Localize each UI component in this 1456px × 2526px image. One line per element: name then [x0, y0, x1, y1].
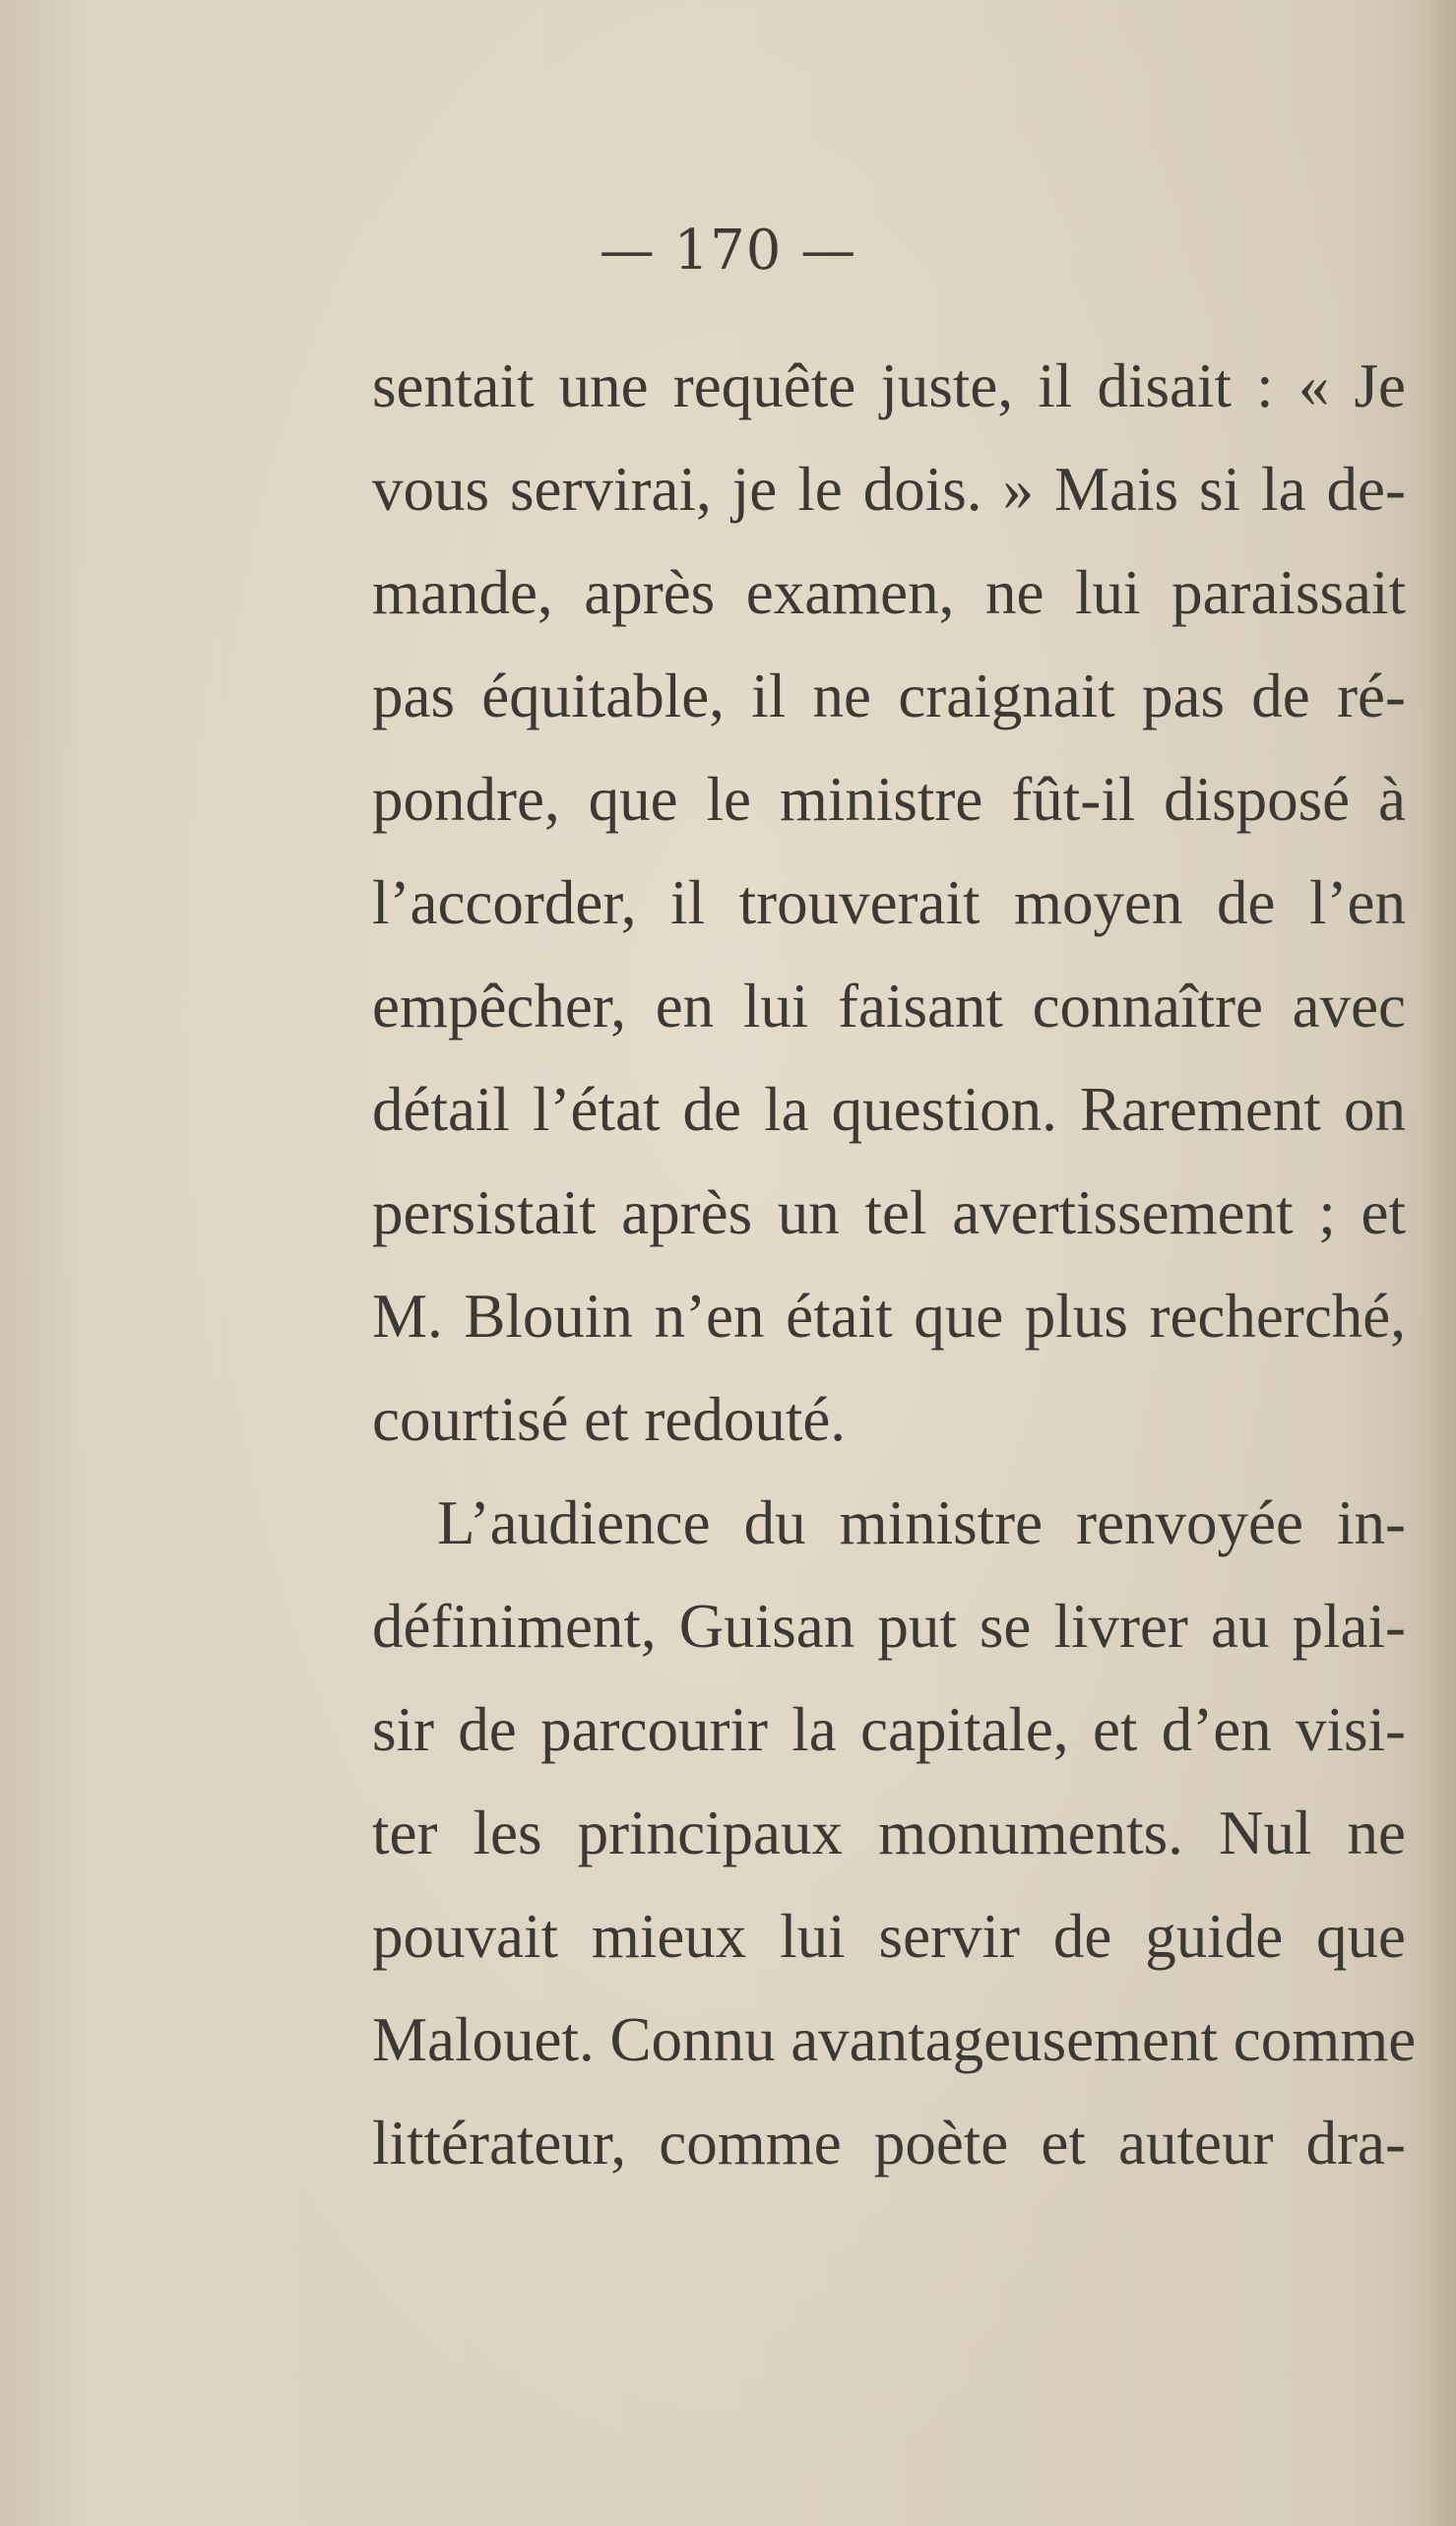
text-line: M. Blouin n’en était que plus recherché, [372, 1282, 1406, 1351]
page-number: — 170 — [599, 219, 857, 283]
text-line: sir de parcourir la capitale, et d’en visi- [372, 1695, 1406, 1764]
text-line: vous servirai, je le dois. » Mais si la de- [372, 455, 1406, 524]
text-line: Malouet. Connu avantageusement comme [372, 2005, 1417, 2074]
text-line: mande, après examen, ne lui paraissait [372, 558, 1406, 627]
text-line: l’accorder, il trouverait moyen de l’en [372, 868, 1406, 937]
text-line: persistait après un tel avertissement ; et [372, 1178, 1406, 1247]
text-line: sentait une requête juste, il disait : « Je [372, 351, 1406, 420]
text-line: pas équitable, il ne craignait pas de ré- [372, 662, 1406, 730]
text-line: ter les principaux monuments. Nul ne [372, 1799, 1406, 1867]
text-line: pouvait mieux lui servir de guide que [372, 1902, 1406, 1971]
paragraph-end-line: courtisé et redouté. [372, 1385, 847, 1454]
text-line: définiment, Guisan put se livrer au plai- [372, 1592, 1406, 1661]
paragraph-first-line: L’audience du ministre renvoyée in- [437, 1488, 1406, 1557]
page-edge-shadow [1421, 0, 1456, 2526]
text-line: détail l’état de la question. Rarement on [372, 1075, 1406, 1144]
text-line: pondre, que le ministre fût-il disposé à [372, 765, 1406, 834]
text-line: littérateur, comme poète et auteur dra- [372, 2109, 1406, 2178]
body-text [372, 335, 1417, 2195]
text-line: empêcher, en lui faisant connaître avec [372, 972, 1406, 1041]
